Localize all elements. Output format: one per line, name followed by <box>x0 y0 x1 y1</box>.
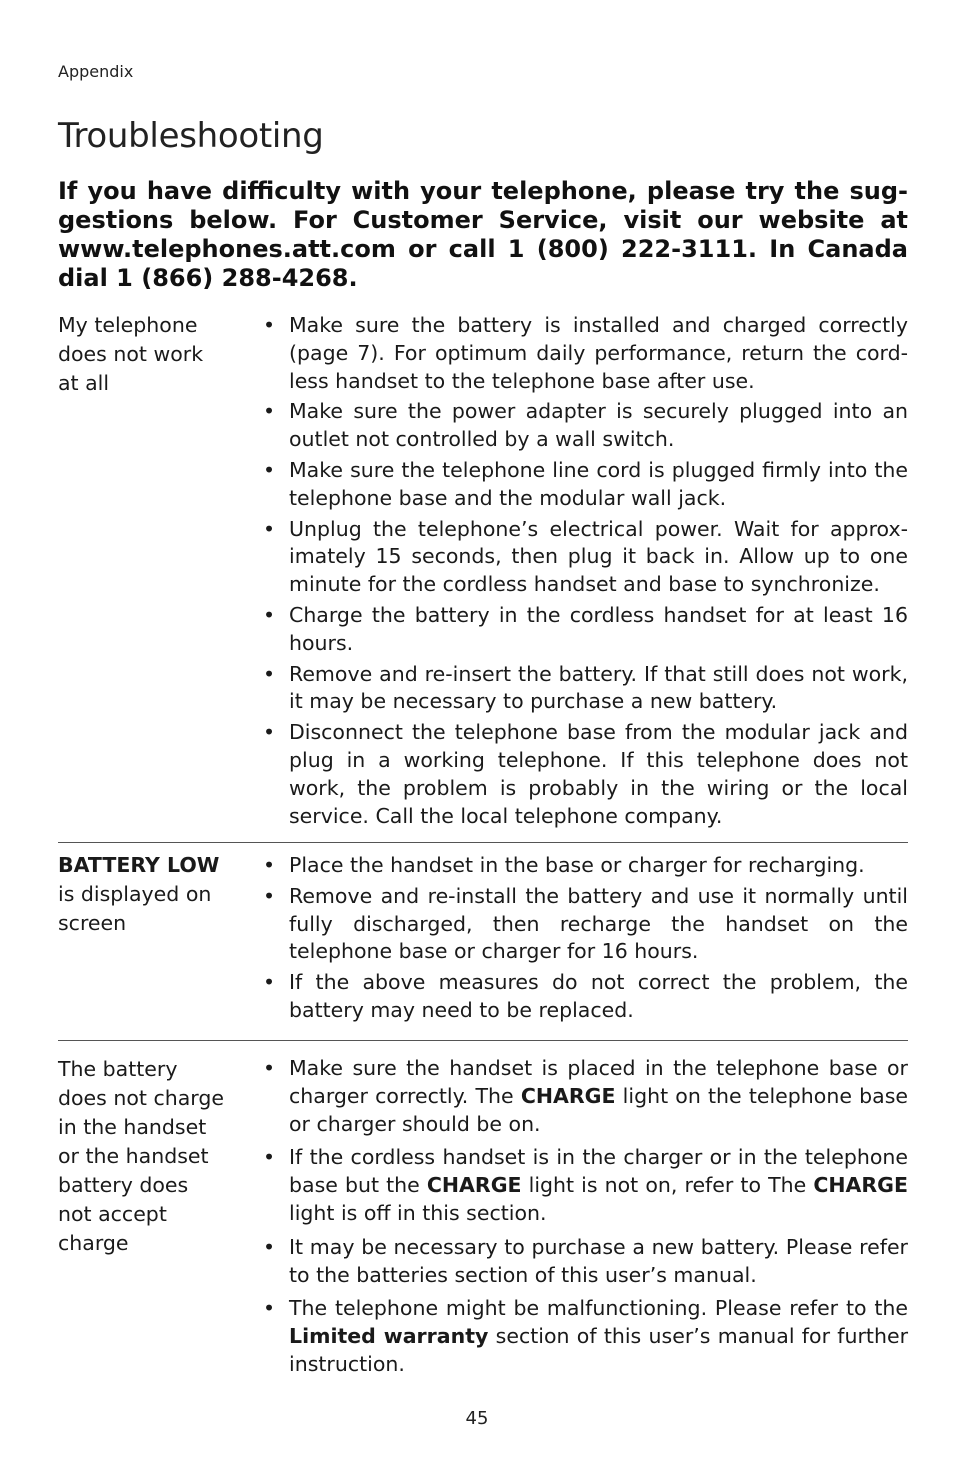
list-item: • Disconnect the telephone base from the modular jack and plug in a working telephone. If this telephone does not work, the problem is probably in the wiring or the local service. Call the local telephone company. <box>263 720 908 828</box>
solution-list <box>263 312 908 833</box>
list-item: • If the above measures do not correct the problem, the battery may need to be replaced. <box>263 970 908 1022</box>
list-item: • Unplug the telephone’s electrical power. Wait for approx-imately 15 seconds, then plug it back in. Allow up to one minute for the cordless handset and base to synchronize. <box>263 516 908 597</box>
page-title: Troubleshooting <box>58 116 324 156</box>
solution-list <box>263 1055 908 1385</box>
intro-paragraph: If you have difficulty with your telephone, please try the sug-gestions below. For Customer Service, visit our website at www.telephones.att.com or call 1 (800) 222-3111. In Canada dial 1 (866) 288-4268. <box>58 177 908 292</box>
list-item: • Remove and re-install the battery and use it normally until fully discharged, then recharge the handset on the telephone base or charger for 16 hours. <box>263 883 908 964</box>
list-item: • Remove and re-insert the battery. If that still does not work, it may be necessary to purchase a new battery. <box>263 661 908 714</box>
list-item: • Place the handset in the base or charger for recharging. <box>263 853 865 877</box>
problem-section-not-working <box>58 311 908 831</box>
list-item: • Make sure the power adapter is securely plugged into an outlet not controlled by a wall switch. <box>263 399 908 452</box>
list-item: • It may be necessary to purchase a new battery. Please refer to the batteries section of this user’s manual. <box>263 1234 908 1287</box>
list-item: • The telephone might be malfunctioning. Please refer to the Limited warranty section of this user’s manual for further instruction. <box>263 1296 908 1376</box>
problem-section-not-charging <box>58 1040 908 1391</box>
solution-list <box>263 852 908 1028</box>
problem-label: BATTERY LOW is displayed on screen <box>58 853 220 935</box>
running-header: Appendix <box>58 62 134 81</box>
list-item: • Make sure the telephone line cord is plugged firmly into the telephone base and the modular wall jack. <box>263 457 908 510</box>
list-item: • Make sure the battery is installed and charged correctly (page 7). For optimum daily performance, return the cord-less handset to the telephone base after use. <box>263 313 908 393</box>
problem-label: My telephone does not work at all <box>58 313 204 395</box>
problem-section-battery-low <box>58 842 908 1033</box>
page-number: 45 <box>465 1408 489 1429</box>
problem-label: The battery does not charge in the handset or the handset battery does not accept charge <box>58 1057 224 1255</box>
list-item: • If the cordless handset is in the charger or in the telephone base but the CHARGE light is not on, refer to The CHARGE light is off in this section. <box>263 1145 909 1225</box>
battery-low-display-text: BATTERY LOW <box>58 853 220 877</box>
list-item: • Charge the battery in the cordless handset for at least 16 hours. <box>263 602 908 655</box>
list-item: • Make sure the handset is placed in the telephone base or charger correctly. The CHARGE light on the telephone base or charger should be on. <box>263 1056 908 1136</box>
